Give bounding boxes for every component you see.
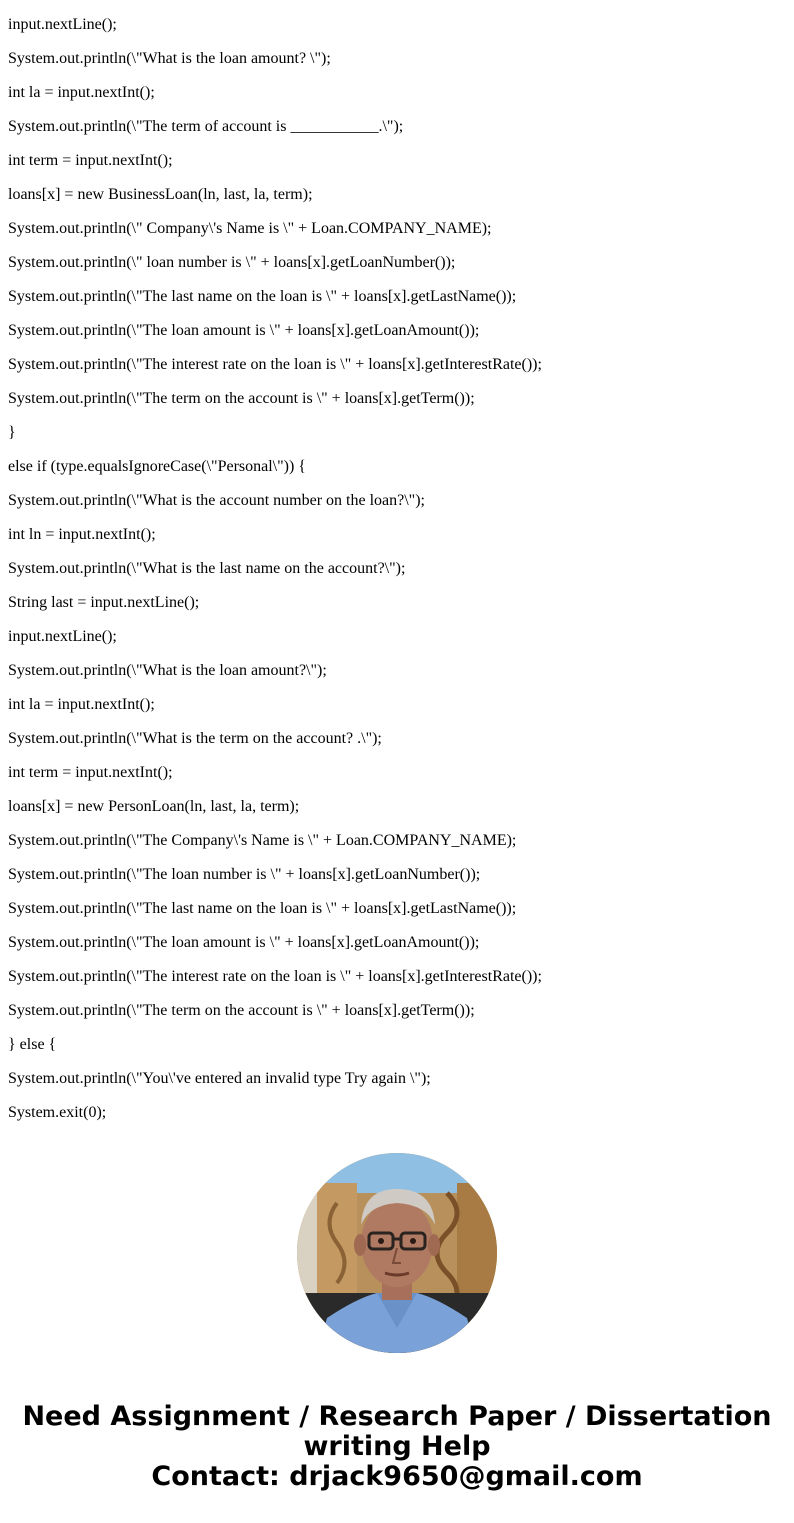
- contact-email: Contact: drjack9650@gmail.com: [151, 1461, 643, 1492]
- contact-banner: [0, 1402, 794, 1492]
- banner-subline: writing Help: [303, 1431, 491, 1462]
- code-line: int ln = input.nextInt();: [8, 526, 156, 543]
- code-line: System.out.println(\"You\'ve entered an invalid type Try again \");: [8, 1070, 431, 1087]
- code-line: System.out.println(\"What is the term on the account? .\");: [8, 730, 382, 747]
- code-line: int la = input.nextInt();: [8, 696, 155, 713]
- code-line: System.out.println(\"The loan amount is \" + loans[x].getLoanAmount());: [8, 934, 480, 951]
- code-line: System.out.println(\"The last name on the loan is \" + loans[x].getLastName());: [8, 900, 517, 917]
- code-line: System.out.println(\" Company\'s Name is \" + Loan.COMPANY_NAME);: [8, 220, 492, 237]
- code-line: System.out.println(\"The term on the account is \" + loans[x].getTerm());: [8, 1002, 475, 1019]
- code-line: System.out.println(\"The term on the account is \" + loans[x].getTerm());: [8, 390, 475, 407]
- banner-headline: Need Assignment / Research Paper / Dissertation: [22, 1401, 772, 1432]
- person-portrait-icon: [297, 1153, 497, 1353]
- code-line: input.nextLine();: [8, 628, 117, 645]
- author-photo: [297, 1153, 497, 1353]
- code-line: System.out.println(\"The loan number is \" + loans[x].getLoanNumber());: [8, 866, 481, 883]
- code-line: System.out.println(\"The last name on the loan is \" + loans[x].getLastName());: [8, 288, 517, 305]
- code-line: System.out.println(\" loan number is \" + loans[x].getLoanNumber());: [8, 254, 456, 271]
- code-line: else if (type.equalsIgnoreCase(\"Personal\")) {: [8, 458, 306, 475]
- code-line: System.out.println(\"The interest rate on the loan is \" + loans[x].getInterestRate());: [8, 968, 542, 985]
- code-block: [8, 14, 788, 1136]
- code-line: System.out.println(\"What is the loan amount?\");: [8, 662, 327, 679]
- code-line: System.out.println(\"The interest rate on the loan is \" + loans[x].getInterestRate());: [8, 356, 542, 373]
- code-line: loans[x] = new BusinessLoan(ln, last, la, term);: [8, 186, 313, 203]
- code-line: System.out.println(\"The loan amount is \" + loans[x].getLoanAmount());: [8, 322, 480, 339]
- code-line: int term = input.nextInt();: [8, 152, 173, 169]
- code-line: }: [8, 424, 16, 441]
- code-line: } else {: [8, 1036, 57, 1053]
- code-line: String last = input.nextLine();: [8, 594, 200, 611]
- code-line: input.nextLine();: [8, 16, 117, 33]
- code-line: System.exit(0);: [8, 1104, 107, 1121]
- code-line: System.out.println(\"What is the last name on the account?\");: [8, 560, 406, 577]
- code-line: System.out.println(\"What is the account number on the loan?\");: [8, 492, 425, 509]
- avatar: [297, 1153, 497, 1353]
- code-line: loans[x] = new PersonLoan(ln, last, la, term);: [8, 798, 300, 815]
- code-line: System.out.println(\"What is the loan amount? \");: [8, 50, 331, 67]
- code-line: System.out.println(\"The Company\'s Name is \" + Loan.COMPANY_NAME);: [8, 832, 517, 849]
- code-line: int la = input.nextInt();: [8, 84, 155, 101]
- code-line: int term = input.nextInt();: [8, 764, 173, 781]
- code-line: System.out.println(\"The term of account is ___________.\");: [8, 118, 404, 135]
